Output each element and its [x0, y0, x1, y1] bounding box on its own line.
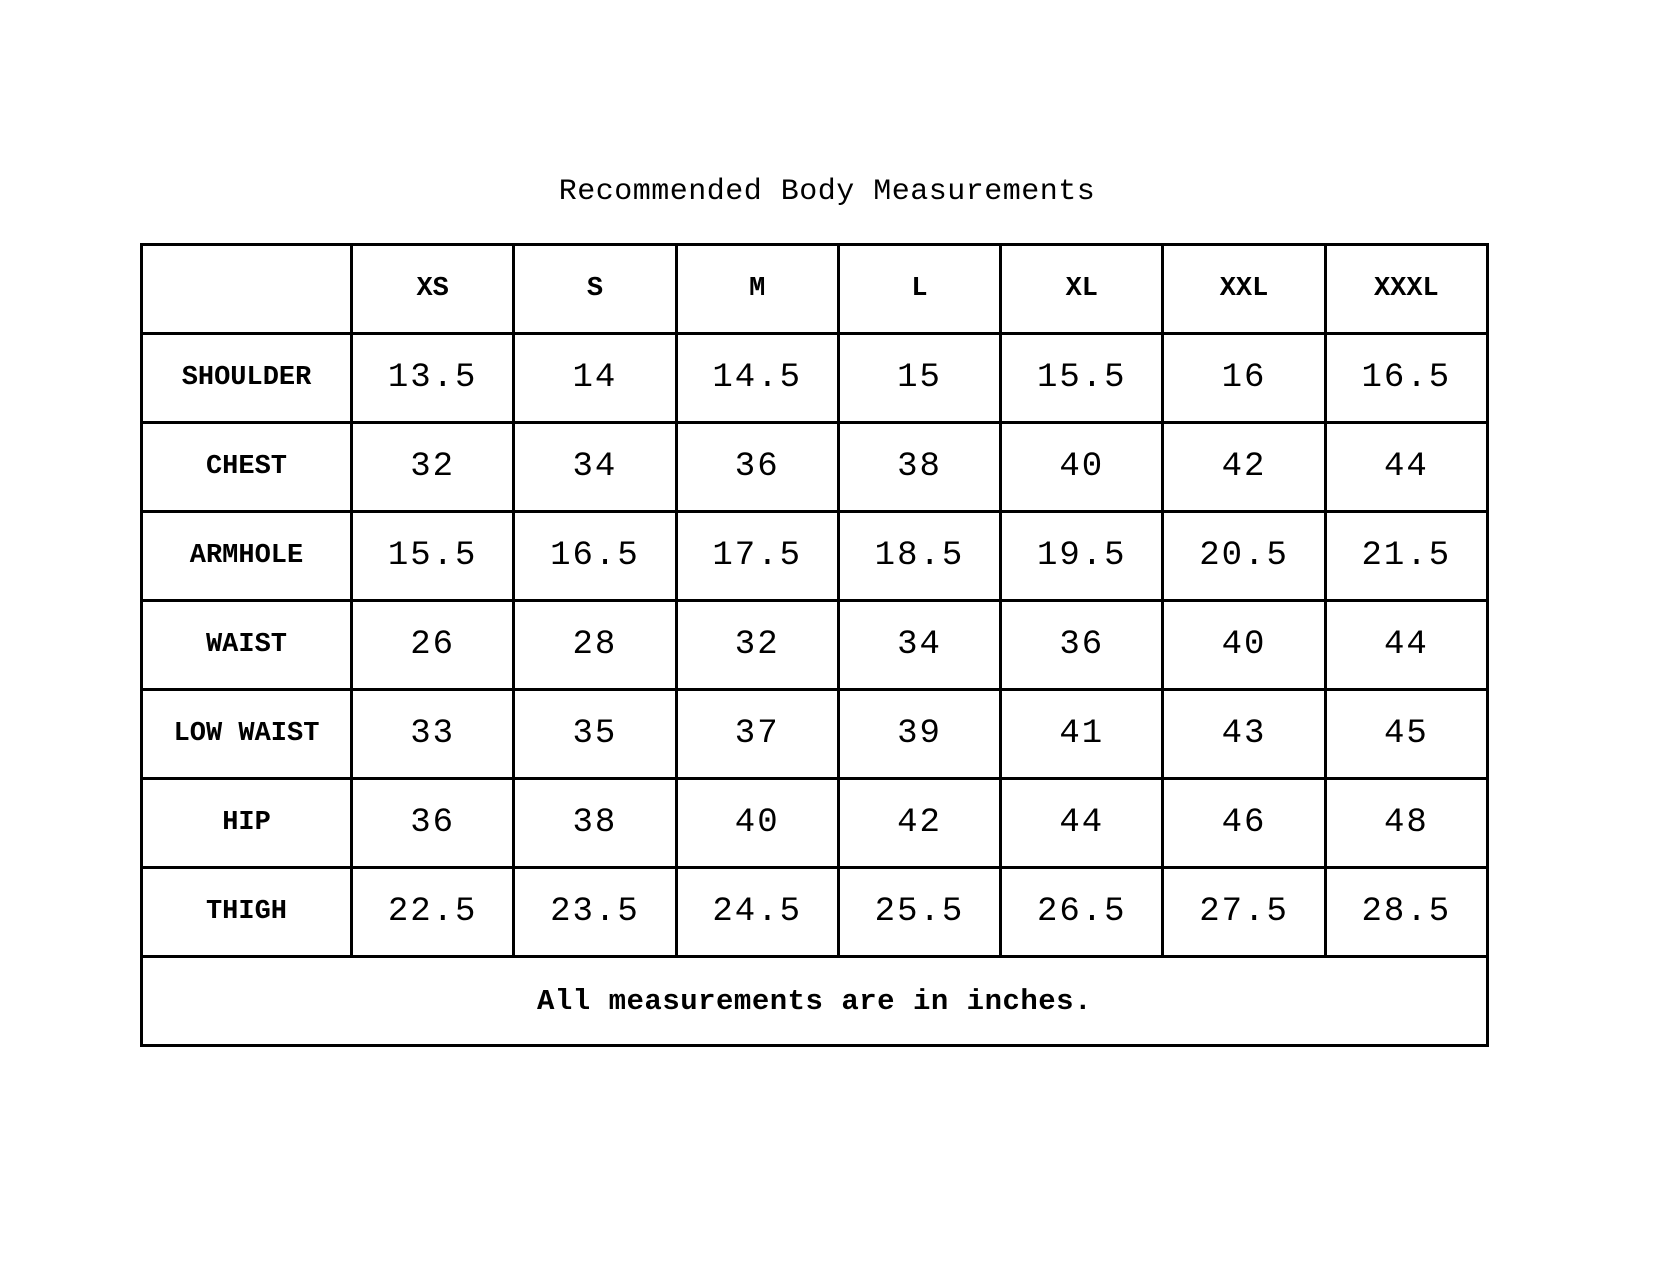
table-cell: 40: [1163, 601, 1325, 690]
table-cell: 27.5: [1163, 868, 1325, 957]
table-cell: 43: [1163, 690, 1325, 779]
table-cell: 16.5: [514, 512, 676, 601]
table-cell: 44: [1325, 601, 1487, 690]
table-cell: 28.5: [1325, 868, 1487, 957]
table-cell: 44: [1325, 423, 1487, 512]
size-header-s: S: [514, 245, 676, 334]
row-label-hip: HIP: [142, 779, 352, 868]
footnote-row: [142, 957, 1488, 1046]
table-cell: 20.5: [1163, 512, 1325, 601]
table-cell: 32: [352, 423, 514, 512]
table-cell: 46: [1163, 779, 1325, 868]
size-header-l: L: [838, 245, 1000, 334]
size-header-xs: XS: [352, 245, 514, 334]
table-cell: 36: [352, 779, 514, 868]
table-cell: 26.5: [1001, 868, 1163, 957]
table-cell: 16: [1163, 334, 1325, 423]
table-row: [142, 601, 1488, 690]
table-cell: 37: [676, 690, 838, 779]
table-cell: 38: [514, 779, 676, 868]
size-header-m: M: [676, 245, 838, 334]
table-cell: 32: [676, 601, 838, 690]
row-label-thigh: THIGH: [142, 868, 352, 957]
row-label-chest: CHEST: [142, 423, 352, 512]
footnote: All measurements are in inches.: [142, 957, 1488, 1046]
table-cell: 45: [1325, 690, 1487, 779]
corner-cell: [142, 245, 352, 334]
table-row: [142, 779, 1488, 868]
table-cell: 13.5: [352, 334, 514, 423]
measurements-table: [140, 243, 1489, 1047]
table-cell: 36: [676, 423, 838, 512]
table-cell: 15.5: [352, 512, 514, 601]
table-cell: 44: [1001, 779, 1163, 868]
table-cell: 17.5: [676, 512, 838, 601]
table-cell: 36: [1001, 601, 1163, 690]
table-cell: 14: [514, 334, 676, 423]
table-cell: 34: [838, 601, 1000, 690]
page-title: Recommended Body Measurements: [558, 175, 1096, 209]
table-cell: 18.5: [838, 512, 1000, 601]
table-cell: 23.5: [514, 868, 676, 957]
table-row: [142, 512, 1488, 601]
table-cell: 16.5: [1325, 334, 1487, 423]
table-cell: 42: [1163, 423, 1325, 512]
table-row: [142, 690, 1488, 779]
table-cell: 15.5: [1001, 334, 1163, 423]
table-cell: 22.5: [352, 868, 514, 957]
table-row: [142, 423, 1488, 512]
table-cell: 28: [514, 601, 676, 690]
table-cell: 39: [838, 690, 1000, 779]
table-cell: 34: [514, 423, 676, 512]
size-header-xxl: XXL: [1163, 245, 1325, 334]
table-cell: 19.5: [1001, 512, 1163, 601]
row-label-shoulder: SHOULDER: [142, 334, 352, 423]
table-cell: 33: [352, 690, 514, 779]
table-row: [142, 334, 1488, 423]
table-cell: 48: [1325, 779, 1487, 868]
table-cell: 35: [514, 690, 676, 779]
table-cell: 38: [838, 423, 1000, 512]
table-cell: 40: [1001, 423, 1163, 512]
table-row: [142, 868, 1488, 957]
table-cell: 26: [352, 601, 514, 690]
row-label-armhole: ARMHOLE: [142, 512, 352, 601]
table-cell: 15: [838, 334, 1000, 423]
row-label-low-waist: LOW WAIST: [142, 690, 352, 779]
row-label-waist: WAIST: [142, 601, 352, 690]
table-cell: 41: [1001, 690, 1163, 779]
table-cell: 25.5: [838, 868, 1000, 957]
table-cell: 40: [676, 779, 838, 868]
table-cell: 24.5: [676, 868, 838, 957]
size-header-xxxl: XXXL: [1325, 245, 1487, 334]
header-row: [142, 245, 1488, 334]
table-cell: 42: [838, 779, 1000, 868]
size-header-xl: XL: [1001, 245, 1163, 334]
table-cell: 14.5: [676, 334, 838, 423]
table-cell: 21.5: [1325, 512, 1487, 601]
